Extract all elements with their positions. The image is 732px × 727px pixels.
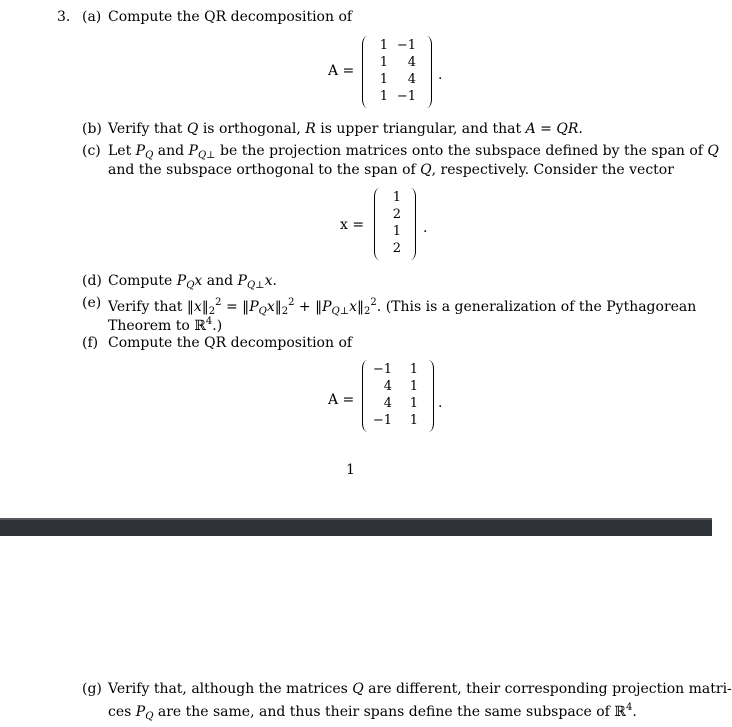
matrix-f-lhs: A = bbox=[328, 392, 355, 408]
right-paren-icon bbox=[405, 188, 416, 260]
left-paren-icon bbox=[374, 188, 385, 260]
part-a-label: (a) bbox=[82, 9, 102, 25]
matrix-cell: −1 bbox=[372, 413, 392, 428]
matrix-cell: 1 bbox=[379, 55, 388, 70]
part-g-label: (g) bbox=[82, 681, 102, 697]
part-b-label: (b) bbox=[82, 121, 102, 137]
matrix-cell: 4 bbox=[407, 72, 416, 87]
part-a-text: Compute the QR decomposition of bbox=[108, 9, 353, 25]
matrix-cell: 4 bbox=[383, 396, 392, 411]
part-e-label: (e) bbox=[82, 295, 102, 311]
page-number: 1 bbox=[346, 462, 355, 478]
part-c-line2: and the subspace orthogonal to the span of Q, respectively. Consider the vector bbox=[108, 162, 674, 178]
matrix-cell: −1 bbox=[396, 89, 416, 104]
part-c-label: (c) bbox=[82, 143, 101, 159]
part-f-text: Compute the QR decomposition of bbox=[108, 335, 353, 351]
part-f-label: (f) bbox=[82, 335, 99, 351]
matrix-cell: 1 bbox=[392, 224, 401, 239]
matrix-cell: 1 bbox=[379, 72, 388, 87]
matrix-cell: −1 bbox=[372, 362, 392, 377]
matrix-cell: 4 bbox=[383, 379, 392, 394]
page-separator bbox=[0, 518, 712, 536]
vector-x-lhs: x = bbox=[340, 217, 365, 233]
matrix-cell: 4 bbox=[407, 55, 416, 70]
matrix-cell: 1 bbox=[409, 362, 418, 377]
matrix-cell: 2 bbox=[392, 207, 401, 222]
left-paren-icon bbox=[362, 36, 373, 108]
matrix-a bbox=[362, 36, 432, 108]
left-paren-icon bbox=[362, 360, 373, 432]
period: . bbox=[438, 395, 443, 411]
part-g-line2: ces $P_Q$ are the same, and thus their spans define the same subspace of ℝ$^4$. bbox=[108, 702, 637, 722]
part-d-text: Compute $P_Qx$ and $P_{Q\perp}x$. bbox=[108, 273, 277, 291]
matrix-cell: −1 bbox=[396, 38, 416, 53]
right-paren-icon bbox=[421, 36, 432, 108]
period: . bbox=[423, 220, 428, 236]
matrix-cell: 1 bbox=[409, 379, 418, 394]
matrix-a-lhs: A = bbox=[328, 63, 355, 79]
matrix-f bbox=[362, 360, 434, 432]
part-g-line1: Verify that, although the matrices Q are different, their corresponding projection matri- bbox=[108, 681, 732, 697]
part-e-line1: Verify that $‖x‖_2^2$ = $‖P_Qx‖_2^2$ + $‖P_{Q\perp}x‖_2^2$. (This is a generalization of the Pythagorean bbox=[108, 297, 697, 317]
problem-number: 3. bbox=[57, 9, 71, 25]
part-b-text: Verify that Q is orthogonal, R is upper triangular, and that A = QR. bbox=[108, 121, 583, 137]
matrix-cell: 1 bbox=[379, 38, 388, 53]
page-2 bbox=[0, 536, 732, 727]
matrix-cell: 1 bbox=[379, 89, 388, 104]
part-c-line1: Let $P_Q$ and $P_{Q\perp}$ be the projection matrices onto the subspace defined by the span of Q bbox=[108, 143, 719, 161]
period: . bbox=[438, 67, 443, 83]
right-paren-icon bbox=[423, 360, 434, 432]
matrix-cell: 1 bbox=[409, 396, 418, 411]
part-e-line2: Theorem to ℝ$^4$.) bbox=[108, 316, 223, 334]
matrix-cell: 1 bbox=[409, 413, 418, 428]
matrix-cell: 1 bbox=[392, 190, 401, 205]
vector-x bbox=[374, 188, 416, 260]
matrix-cell: 2 bbox=[392, 241, 401, 256]
part-d-label: (d) bbox=[82, 273, 102, 289]
